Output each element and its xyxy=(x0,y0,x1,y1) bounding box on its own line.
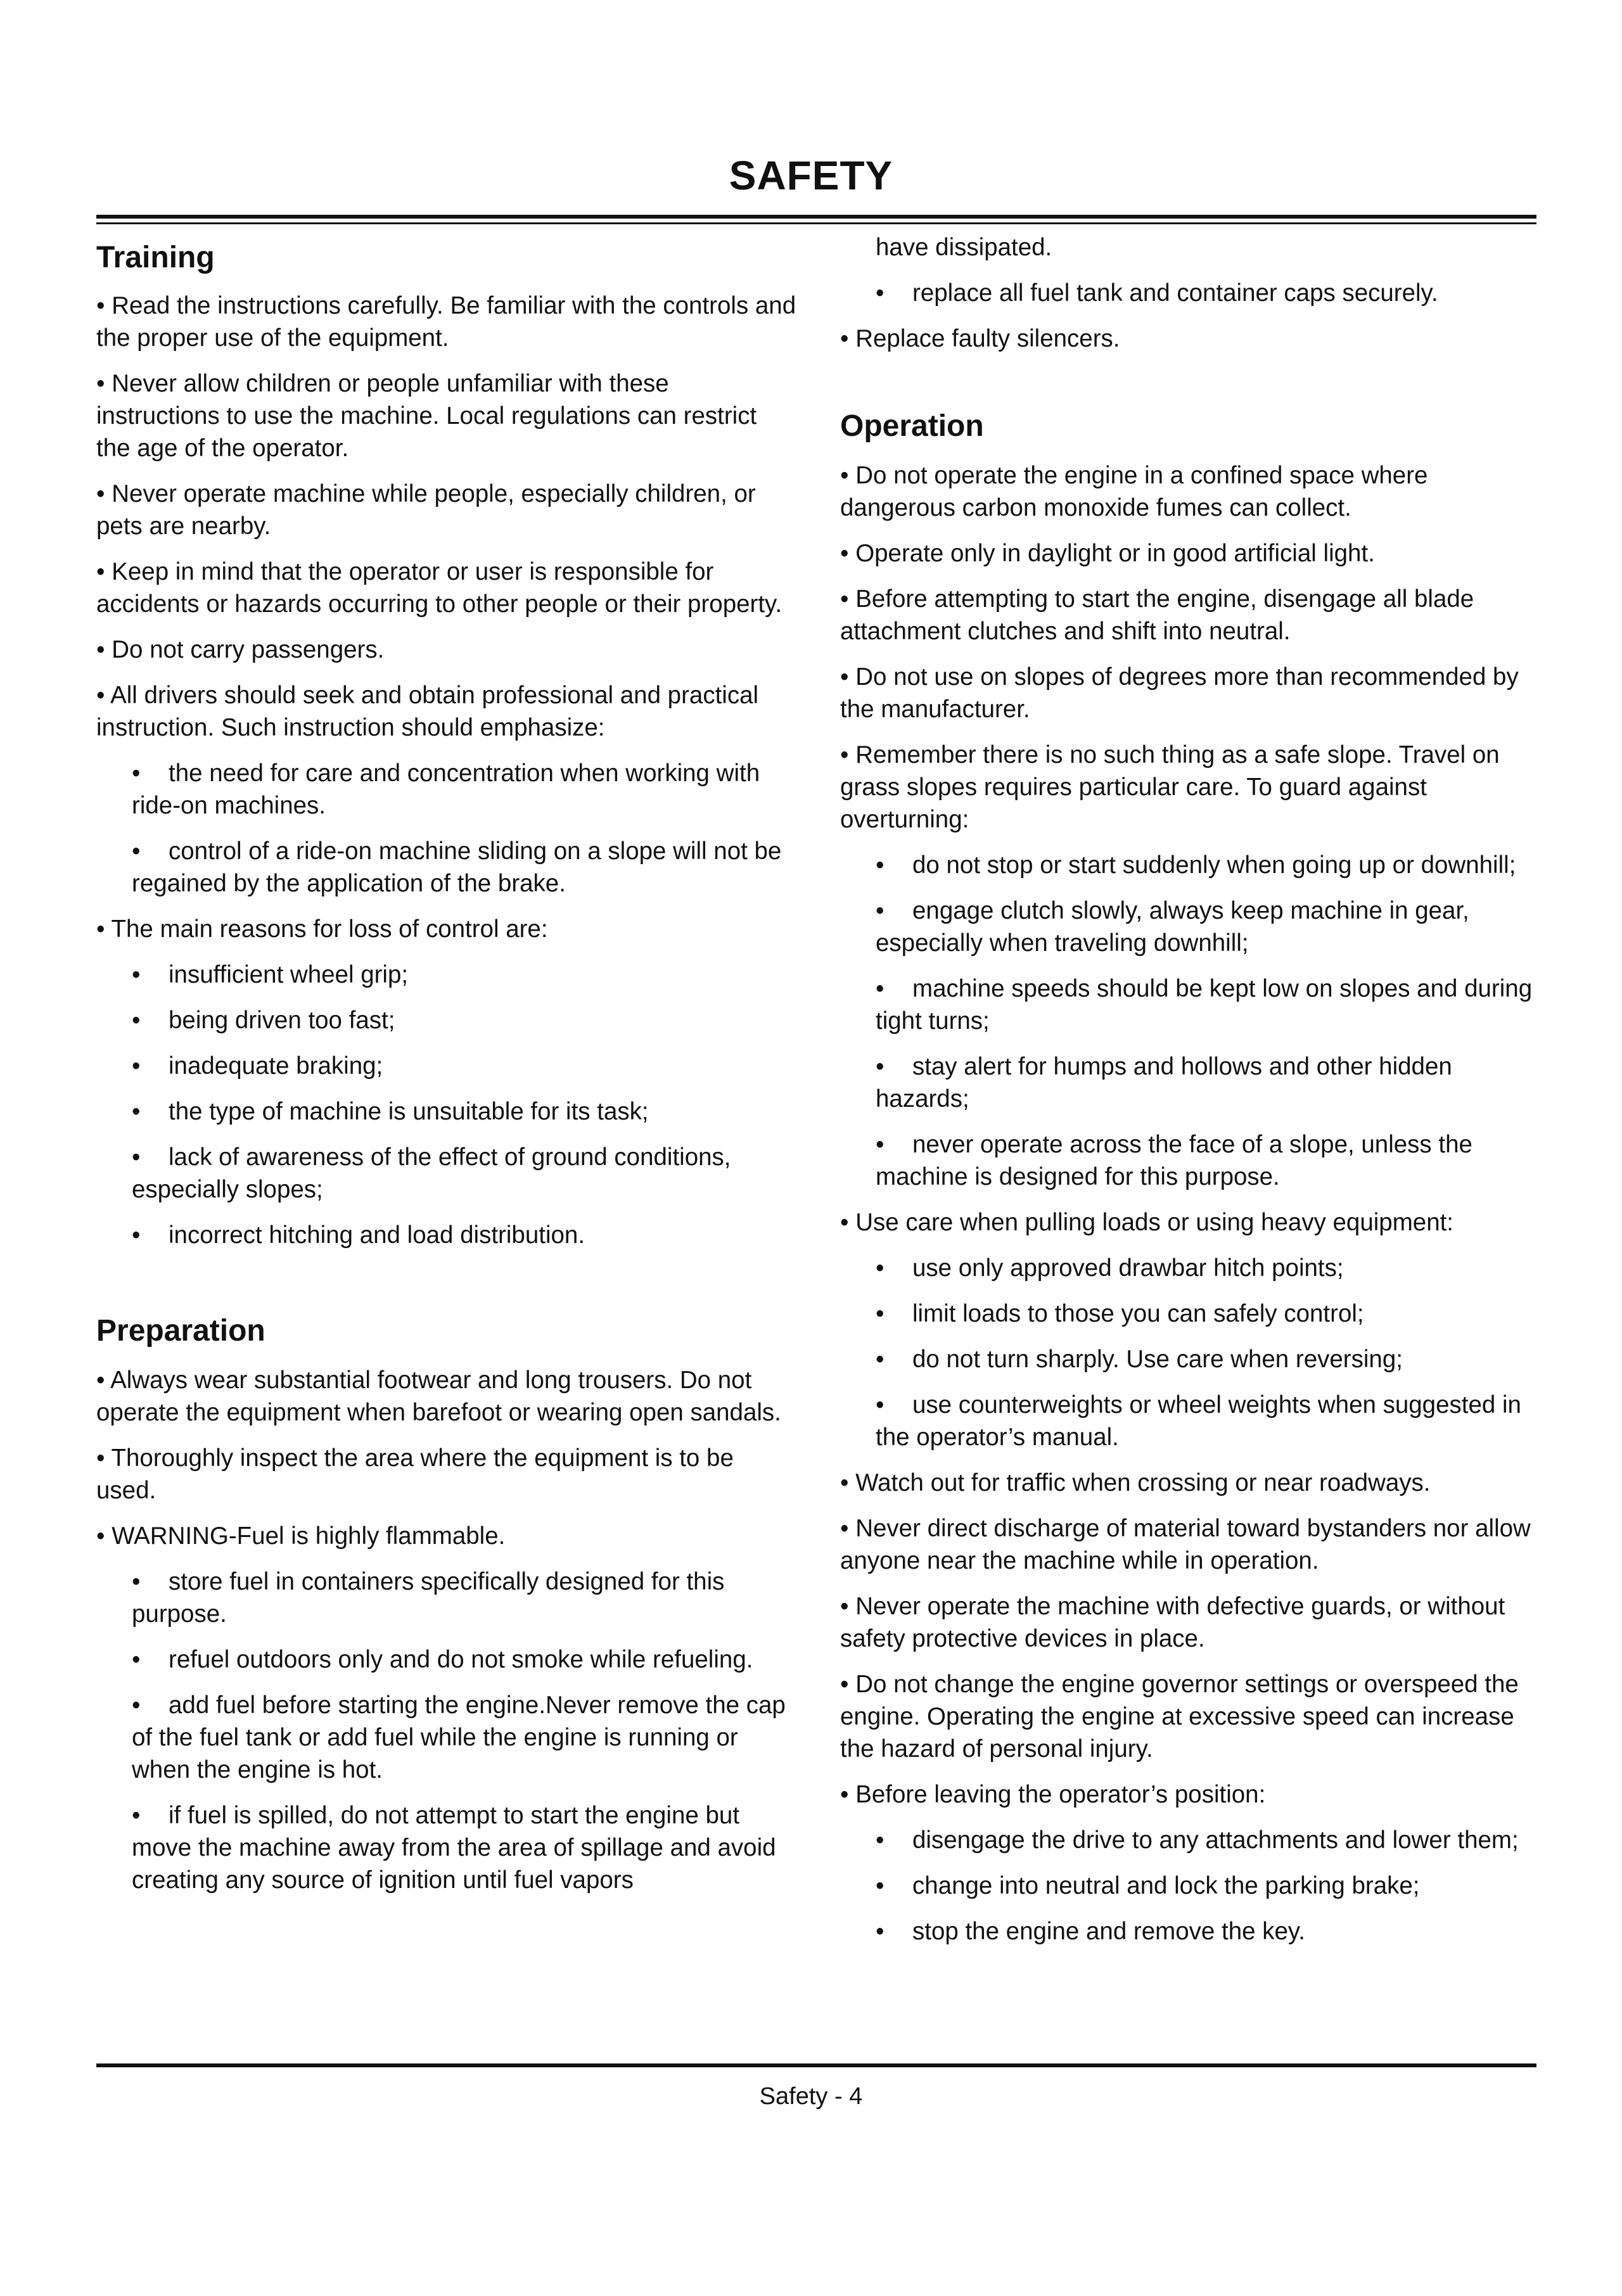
section-heading-training: Training xyxy=(96,241,215,274)
operation-subitem: • change into neutral and lock the parking brake; xyxy=(876,1870,1537,1902)
operation-item-1: • Do not operate the engine in a confined space where dangerous carbon monoxide fumes can collect. xyxy=(840,462,1428,521)
bullet: • xyxy=(840,1593,849,1620)
bullet: • xyxy=(96,1445,105,1472)
bullet: • xyxy=(840,663,849,691)
sub-bullet: • xyxy=(132,961,141,988)
operation-item-3: • Before attempting to start the engine, disengage all blade attachment clutches and shift into neutral. xyxy=(840,585,1474,645)
preparation-subitem: • replace all fuel tank and container caps securely. xyxy=(876,277,1537,309)
preparation-item-3: • WARNING-Fuel is highly flammable. xyxy=(96,1522,506,1550)
training-subitem: • control of a ride-on machine sliding on a slope will not be regained by the application of the brake. xyxy=(132,835,796,900)
sub-bullet: • xyxy=(132,760,141,787)
left-column xyxy=(96,231,796,1910)
sub-bullet: • xyxy=(876,1300,884,1327)
bullet: • xyxy=(96,1522,105,1550)
bullet: • xyxy=(96,682,105,709)
sub-bullet: • xyxy=(876,279,884,307)
sub-bullet: • xyxy=(876,1872,884,1899)
bullet: • xyxy=(840,1515,849,1542)
bullet: • xyxy=(96,636,105,663)
operation-item-5: • Remember there is no such thing as a safe slope. Travel on grass slopes requires particular care. To guard against overturning: xyxy=(840,741,1500,833)
operation-subitem: • do not turn sharply. Use care when reversing; xyxy=(876,1343,1537,1375)
bullet: • xyxy=(840,540,849,567)
training-item-1: • Read the instructions carefully. Be familiar with the controls and the proper use of the equipment. xyxy=(96,292,796,352)
training-item-3: • Never operate machine while people, especially children, or pets are nearby. xyxy=(96,480,756,540)
sub-bullet: • xyxy=(132,1098,141,1125)
sub-bullet: • xyxy=(132,1052,141,1080)
bullet: • xyxy=(840,325,849,352)
sub-bullet: • xyxy=(132,1568,141,1595)
bullet: • xyxy=(96,558,105,585)
right-column xyxy=(840,231,1537,1961)
operation-subitem: • engage clutch slowly, always keep machine in gear, especially when traveling downhill; xyxy=(876,895,1537,959)
operation-item-11: • Before leaving the operator’s position: xyxy=(840,1781,1266,1808)
sub-bullet: • xyxy=(876,851,884,879)
operation-item-7: • Watch out for traffic when crossing or near roadways. xyxy=(840,1469,1431,1496)
preparation-subitem: • store fuel in containers specifically designed for this purpose. xyxy=(132,1566,796,1630)
training-item-2: • Never allow children or people unfamiliar with these instructions to use the machine. Local regulations can restrict the age of the operator. xyxy=(96,370,757,462)
training-subitem: • the need for care and concentration when working with ride-on machines. xyxy=(132,757,796,822)
sub-bullet: • xyxy=(132,1692,141,1719)
training-item-5: • Do not carry passengers. xyxy=(96,636,385,663)
bullet: • xyxy=(96,480,105,507)
bullet: • xyxy=(840,1469,849,1496)
page-footer: Safety - 4 xyxy=(759,2083,863,2110)
operation-item-10: • Do not change the engine governor settings or overspeed the engine. Operating the engine at excessive speed can increase the hazard of personal injury. xyxy=(840,1671,1519,1763)
training-item-7: • The main reasons for loss of control are: xyxy=(96,915,548,943)
footer-rule xyxy=(96,2063,1536,2067)
sub-bullet: • xyxy=(132,1144,141,1171)
preparation-subitem: • if fuel is spilled, do not attempt to start the engine but move the machine away from the area of spillage and avoid creating any source of ignition until fuel vapors xyxy=(132,1799,796,1896)
sub-bullet: • xyxy=(876,897,884,924)
sub-bullet: • xyxy=(876,975,884,1002)
bullet: • xyxy=(840,585,849,613)
operation-subitem: • stop the engine and remove the key. xyxy=(876,1915,1537,1948)
sub-bullet: • xyxy=(876,1827,884,1854)
bullet: • xyxy=(96,370,105,397)
operation-subitem: • never operate across the face of a slope, unless the machine is designed for this purpose. xyxy=(876,1128,1537,1193)
operation-item-9: • Never operate the machine with defective guards, or without safety protective devices in place. xyxy=(840,1593,1505,1652)
preparation-item-4: • Replace faulty silencers. xyxy=(840,325,1120,352)
operation-subitem: • disengage the drive to any attachments and lower them; xyxy=(876,1824,1537,1856)
training-subitem: • incorrect hitching and load distribution. xyxy=(132,1219,796,1251)
sub-bullet: • xyxy=(132,1221,141,1249)
bullet: • xyxy=(96,915,105,943)
bullet: • xyxy=(96,1367,105,1394)
header-rule-thin xyxy=(96,222,1536,224)
sub-bullet: • xyxy=(876,1391,884,1419)
sub-bullet: • xyxy=(132,838,141,865)
operation-item-4: • Do not use on slopes of degrees more than recommended by the manufacturer. xyxy=(840,663,1519,723)
preparation-subitem: • refuel outdoors only and do not smoke while refueling. xyxy=(132,1643,796,1676)
bullet: • xyxy=(96,292,105,319)
training-subitem: • lack of awareness of the effect of ground conditions, especially slopes; xyxy=(132,1141,796,1206)
sub-bullet: • xyxy=(876,1346,884,1373)
training-item-6: • All drivers should seek and obtain professional and practical instruction. Such instruction should emphasize: xyxy=(96,682,759,741)
sub-bullet: • xyxy=(876,1131,884,1158)
operation-subitem: • limit loads to those you can safely control; xyxy=(876,1298,1537,1330)
training-subitem: • insufficient wheel grip; xyxy=(132,959,796,991)
training-subitem: • inadequate braking; xyxy=(132,1050,796,1082)
bullet: • xyxy=(840,462,849,489)
operation-item-2: • Operate only in daylight or in good artificial light. xyxy=(840,540,1375,567)
preparation-subitem: • add fuel before starting the engine.Never remove the cap of the fuel tank or add fuel while the engine is running or when the engine is hot. xyxy=(132,1689,796,1786)
bullet: • xyxy=(840,1671,849,1698)
bullet: • xyxy=(840,1781,849,1808)
sub-bullet: • xyxy=(132,1802,141,1829)
section-heading-preparation: Preparation xyxy=(96,1314,265,1348)
sub-bullet: • xyxy=(876,1254,884,1282)
bullet: • xyxy=(840,741,849,769)
training-subitem: • the type of machine is unsuitable for its task; xyxy=(132,1095,796,1128)
operation-subitem: • machine speeds should be kept low on slopes and during tight turns; xyxy=(876,973,1537,1037)
operation-subitem: • do not stop or start suddenly when going up or downhill; xyxy=(876,849,1537,881)
training-subitem: • being driven too fast; xyxy=(132,1004,796,1036)
section-heading-operation: Operation xyxy=(840,409,984,443)
preparation-item-1: • Always wear substantial footwear and long trousers. Do not operate the equipment when barefoot or wearing open sandals. xyxy=(96,1367,781,1426)
operation-subitem: • stay alert for humps and hollows and other hidden hazards; xyxy=(876,1050,1537,1115)
operation-subitem: • use only approved drawbar hitch points; xyxy=(876,1252,1537,1284)
header-rule-thick xyxy=(96,215,1536,219)
sub-bullet: • xyxy=(876,1053,884,1080)
operation-item-8: • Never direct discharge of material toward bystanders nor allow anyone near the machine while in operation. xyxy=(840,1515,1531,1574)
bullet: • xyxy=(840,1209,849,1236)
preparation-item-2: • Thoroughly inspect the area where the equipment is to be used. xyxy=(96,1445,734,1504)
preparation-subitem-continued: have dissipated. xyxy=(876,234,1052,261)
training-item-4: • Keep in mind that the operator or user is responsible for accidents or hazards occurring to other people or their property. xyxy=(96,558,782,618)
page-title: SAFETY xyxy=(729,153,893,198)
sub-bullet: • xyxy=(132,1646,141,1673)
sub-bullet: • xyxy=(876,1918,884,1945)
sub-bullet: • xyxy=(132,1007,141,1034)
operation-subitem: • use counterweights or wheel weights when suggested in the operator’s manual. xyxy=(876,1389,1537,1453)
operation-item-6: • Use care when pulling loads or using heavy equipment: xyxy=(840,1209,1454,1236)
